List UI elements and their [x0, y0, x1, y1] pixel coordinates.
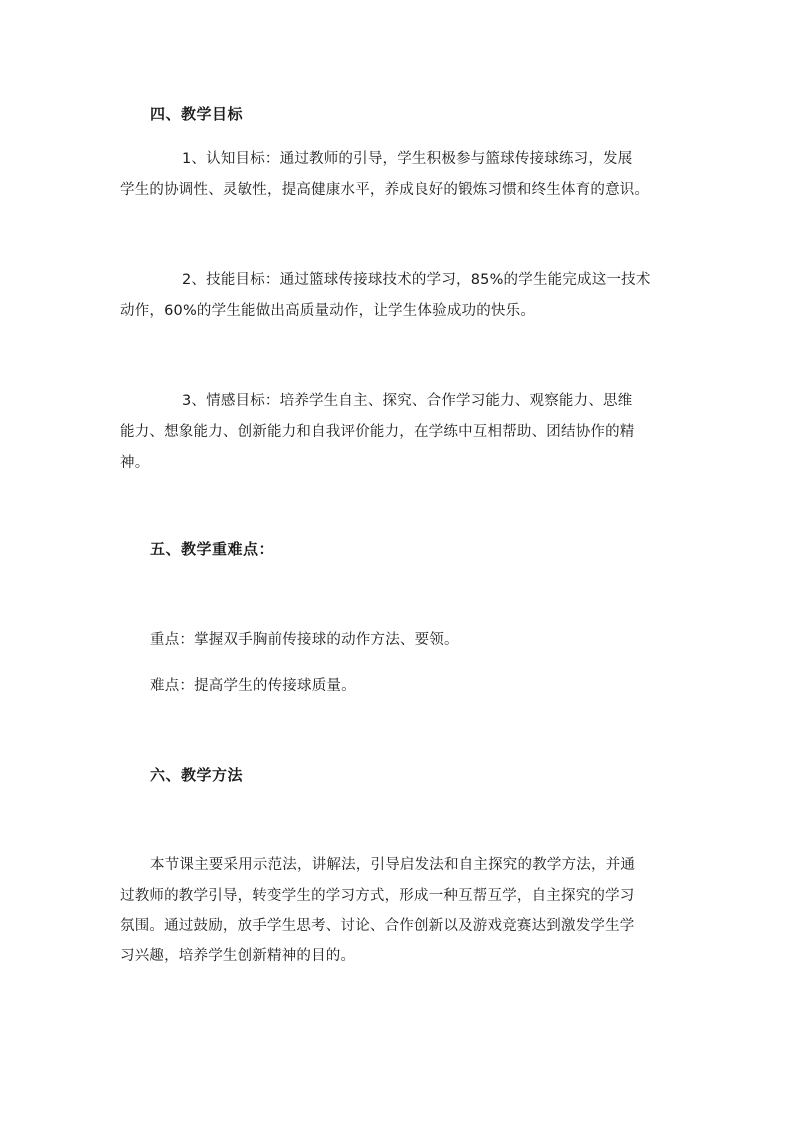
section-heading-teaching-goals: 四、教学目标: [150, 105, 244, 123]
emotion-goal-line-2: 能力、想象能力、创新能力和自我评价能力，在学练中互相帮助、团结协作的精: [120, 424, 635, 440]
skill-goal-line-2: 动作，60%的学生能做出高质量动作，让学生体验成功的快乐。: [120, 303, 536, 319]
emotion-goal-line-1: 3、情感目标：培养学生自主、探究、合作学习能力、观察能力、思维: [182, 393, 633, 409]
skill-goal-line-1: 2、技能目标：通过篮球传接球技术的学习，85%的学生能完成这一技术: [182, 272, 651, 288]
methods-line-1: 本节课主要采用示范法，讲解法，引导启发法和自主探究的教学方法，并通: [150, 857, 636, 873]
cognitive-goal-line-1: 1、认知目标：通过教师的引导，学生积极参与篮球传接球练习，发展: [182, 151, 633, 167]
methods-line-2: 过教师的教学引导，转变学生的学习方式，形成一种互帮互学，自主探究的学习: [120, 888, 635, 904]
key-point-text: 重点：掌握双手胸前传接球的动作方法、要领。: [150, 632, 459, 648]
methods-line-3: 氛围。通过鼓励，放手学生思考、讨论、合作创新以及游戏竞赛达到激发学生学: [120, 918, 635, 934]
emotion-goal-line-3: 神。: [120, 455, 150, 471]
difficult-point-text: 难点：提高学生的传接球质量。: [150, 678, 356, 694]
methods-line-4: 习兴趣，培养学生创新精神的目的。: [120, 948, 356, 964]
section-heading-methods: 六、教学方法: [150, 766, 244, 784]
cognitive-goal-line-2: 学生的协调性、灵敏性，提高健康水平，养成良好的锻炼习惯和终生体育的意识。: [120, 182, 650, 198]
section-heading-key-difficult: 五、教学重难点：: [150, 540, 275, 558]
